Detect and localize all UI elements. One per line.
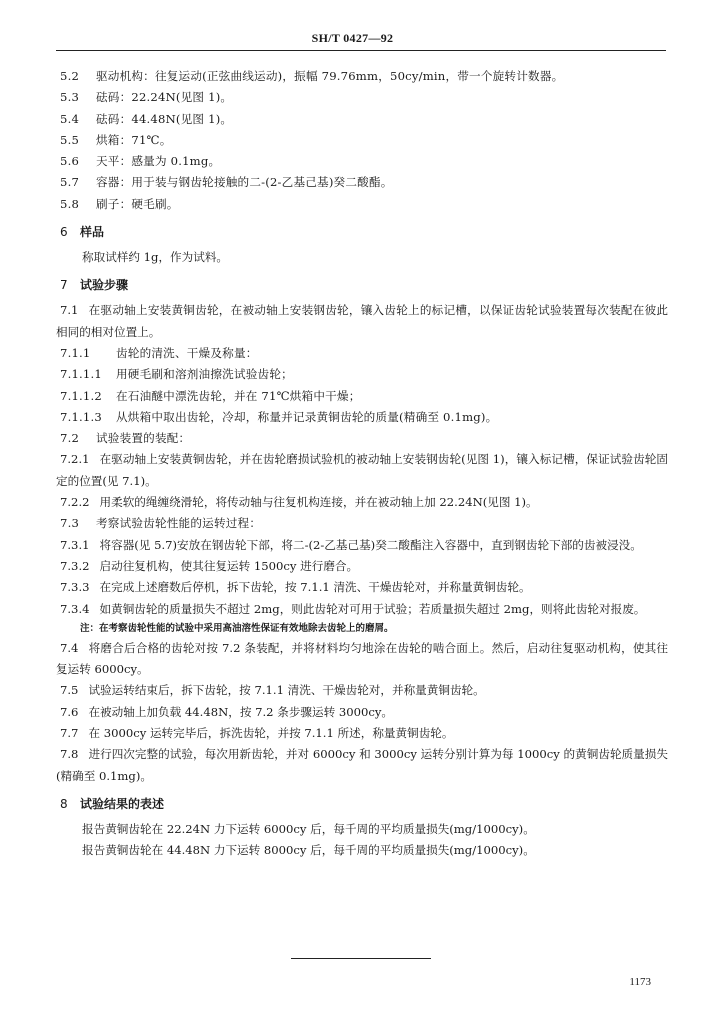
paragraph-7-3-3: 7.3.3 在完成上述磨数后停机，拆下齿轮，按 7.1.1 清洗、干燥齿轮对，并称量黄铜齿轮。	[60, 580, 531, 595]
list-item: 5.6 天平：感量为 0.1mg。	[60, 154, 221, 169]
section-6-body: 称取试样约 1g，作为试料。	[82, 250, 229, 265]
paragraph-7-8: 7.8 进行四次完整的试验，每次用新齿轮，并对 6000cy 和 3000cy 运转分别计算为每 1000cy 的黄铜齿轮质量损失(精确至 0.1mg)。	[56, 747, 668, 783]
footer-rule	[291, 958, 431, 959]
paragraph-7-2-2: 7.2.2 用柔软的绳缠绕滑轮，将传动轴与往复机构连接，并在被动轴上加 22.24N(见图 1)。	[60, 495, 538, 510]
document-header: SH/T 0427—92	[311, 31, 394, 45]
paragraph-7-5: 7.5 试验运转结束后，拆下齿轮，按 7.1.1 清洗、干燥齿轮对，并称量黄铜齿轮。	[60, 683, 485, 698]
list-item: 7.2 试验装置的装配：	[60, 431, 191, 446]
list-item: 7.1.1.1 用硬毛刷和溶剂油擦洗试验齿轮；	[60, 367, 293, 382]
paragraph-7-2-1: 7.2.1 在驱动轴上安装黄铜齿轮，并在齿轮磨损试验机的被动轴上安装钢齿轮(见图 1)，镶入标记槽，保证试验齿轮固定的位置(见 7.1)。	[56, 452, 668, 488]
list-item: 5.3 砝码：22.24N(见图 1)。	[60, 90, 233, 105]
page-content	[56, 66, 668, 862]
paragraph-7-6: 7.6 在被动轴上加负载 44.48N，按 7.2 条步骤运转 3000cy。	[60, 704, 394, 719]
section-8-title: 8 试验结果的表述	[60, 796, 165, 811]
paragraph-7-4: 7.4 将磨合后合格的齿轮对按 7.2 条装配，并将材料均匀地涂在齿轮的啮合面上。然后，启动往复驱动机构，使其往复运转 6000cy。	[56, 640, 668, 677]
list-item: 7.1.1.2 在石油醚中漂洗齿轮，并在 71℃烘箱中干燥；	[60, 388, 361, 403]
list-item: 5.2 驱动机构：往复运动(正弦曲线运动)，振幅 79.76mm，50cy/min，带一个旋转计数器。	[60, 69, 564, 83]
section-8-line-1: 报告黄铜齿轮在 22.24N 力下运转 6000cy 后，每千周的平均质量损失(mg/1000cy)。	[82, 821, 535, 836]
list-item: 7.1.1 齿轮的清洗、干燥及称量：	[60, 345, 258, 360]
paragraph-7-3-1: 7.3.1 将容器(见 5.7)安放在钢齿轮下部，将二-(2-乙基己基)癸二酸酯注入容器中，直到钢齿轮下部的齿被浸没。	[60, 537, 642, 552]
section-6-title: 6 样品	[60, 225, 105, 240]
paragraph-7-1: 7.1 在驱动轴上安装黄铜齿轮，在被动轴上安装钢齿轮，镶入齿轮上的标记槽，以保证齿轮试验装置每次装配在彼此相同的相对位置上。	[56, 303, 668, 339]
page-number: 1173	[629, 976, 651, 988]
section-7-title: 7 试验步骤	[60, 278, 129, 293]
list-item: 5.4 砝码：44.48N(见图 1)。	[60, 111, 233, 126]
list-item: 7.3 考察试验齿轮性能的运转过程：	[60, 516, 262, 531]
section-8-line-2: 报告黄铜齿轮在 44.48N 力下运转 8000cy 后，每千周的平均质量损失(mg/1000cy)。	[82, 843, 535, 858]
paragraph-7-3-2: 7.3.2 启动往复机构，使其往复运转 1500cy 进行磨合。	[60, 558, 359, 573]
header-rule	[56, 50, 666, 51]
list-item: 5.7 容器：用于装与钢齿轮接触的二-(2-乙基己基)癸二酸酯。	[60, 175, 393, 190]
paragraph-7-7: 7.7 在 3000cy 运转完毕后，拆洗齿轮，并按 7.1.1 所述，称量黄铜齿轮。	[60, 726, 454, 741]
list-item: 7.1.1.3 从烘箱中取出齿轮，冷却，称量并记录黄铜齿轮的质量(精确至 0.1mg)。	[60, 409, 498, 424]
list-item: 5.8 刷子：硬毛刷。	[60, 196, 179, 211]
list-item: 5.5 烘箱：71℃。	[60, 132, 172, 147]
paragraph-7-3-4: 7.3.4 如黄铜齿轮的质量损失不超过 2mg，则此齿轮对可用于试验；若质量损失超过 2mg，则将此齿轮对报废。	[60, 601, 646, 616]
note: 注：在考察齿轮性能的试验中采用高油溶性保证有效地除去齿轮上的磨屑。	[80, 622, 394, 634]
